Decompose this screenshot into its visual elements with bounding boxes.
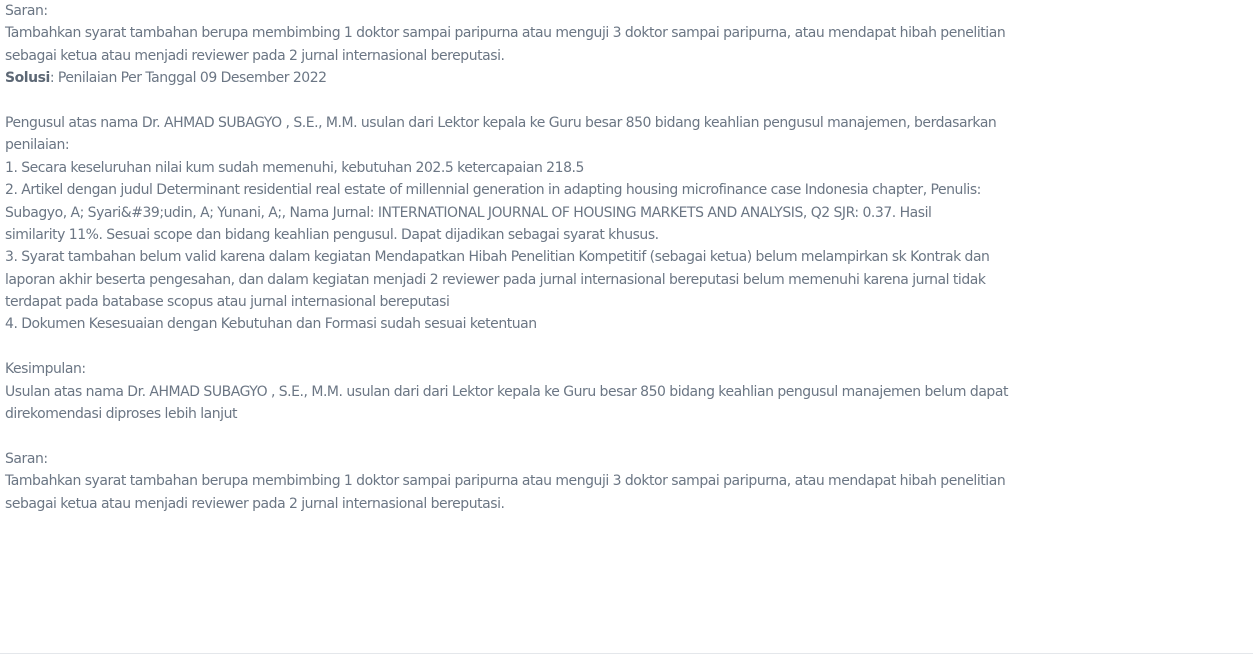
saran-text-line: sebagai ketua atau menjadi reviewer pada 2 jurnal internasional bereputasi.	[5, 495, 505, 512]
assessment-point-3-line: terdapat pada batabase scopus atau jurnal internasional bereputasi	[5, 294, 450, 311]
spacer	[5, 336, 1251, 358]
bottom-divider	[0, 653, 1253, 654]
assessment-intro-line: penilaian:	[5, 137, 70, 154]
saran-text-line: sebagai ketua atau menjadi reviewer pada 2 jurnal internasional bereputasi.	[5, 47, 505, 64]
solusi-text: : Penilaian Per Tanggal 09 Desember 2022	[49, 70, 327, 87]
assessment-point-2-line: Subagyo, A; Syari&#39;udin, A; Yunani, A;, Nama Jurnal: INTERNATIONAL JOURNAL OF HOUSING MARKETS AND ANALYSIS, Q2 SJR: 0.37. Hasil	[5, 204, 932, 221]
saran-text-line: Tambahkan syarat tambahan berupa membimbing 1 doktor sampai paripurna atau menguji 3 doktor sampai paripurna, atau mendapat hibah penelitian	[5, 473, 1006, 490]
assessment-intro-line: Pengusul atas nama Dr. AHMAD SUBAGYO , S.E., M.M. usulan dari Lektor kepala ke Guru besar 850 bidang keahlian pengusul manajemen, berdasarkan	[5, 114, 997, 131]
assessment-point-1: 1. Secara keseluruhan nilai kum sudah memenuhi, kebutuhan 202.5 ketercapaian 218.5	[5, 159, 584, 176]
spacer	[5, 425, 1251, 447]
spacer	[5, 90, 1251, 112]
solusi-line	[5, 67, 1249, 89]
assessment-notes	[5, 0, 1251, 515]
solusi-label: Solusi	[5, 70, 50, 87]
assessment-point-3-line: 3. Syarat tambahan belum valid karena dalam kegiatan Mendapatkan Hibah Penelitian Kompetitif (sebagai ketua) belum melampirkan sk Kontrak dan	[5, 249, 990, 266]
saran-label: Saran:	[5, 3, 48, 19]
kesimpulan-label: Kesimpulan:	[5, 361, 86, 378]
assessment-point-2-line: 2. Artikel dengan judul Determinant residential real estate of millennial generation in adapting housing microfinance case Indonesia chapter, Penulis:	[5, 182, 981, 199]
saran-label: Saran:	[5, 450, 48, 467]
kesimpulan-text-line: Usulan atas nama Dr. AHMAD SUBAGYO , S.E., M.M. usulan dari dari Lektor kepala ke Guru besar 850 bidang keahlian pengusul manajemen belum dapat	[5, 383, 1009, 400]
kesimpulan-text-line: direkomendasi diproses lebih lanjut	[5, 406, 238, 423]
assessment-point-4: 4. Dokumen Kesesuaian dengan Kebutuhan dan Formasi sudah sesuai ketentuan	[5, 316, 537, 333]
saran-text-line: Tambahkan syarat tambahan berupa membimbing 1 doktor sampai paripurna atau menguji 3 doktor sampai paripurna, atau mendapat hibah penelitian	[5, 25, 1006, 42]
assessment-point-3-line: laporan akhir beserta pengesahan, dan dalam kegiatan menjadi 2 reviewer pada jurnal internasional bereputasi belum memenuhi karena jurnal tidak	[5, 271, 986, 288]
assessment-point-2-line: similarity 11%. Sesuai scope dan bidang keahlian pengusul. Dapat dijadikan sebagai syarat khusus.	[5, 226, 659, 243]
